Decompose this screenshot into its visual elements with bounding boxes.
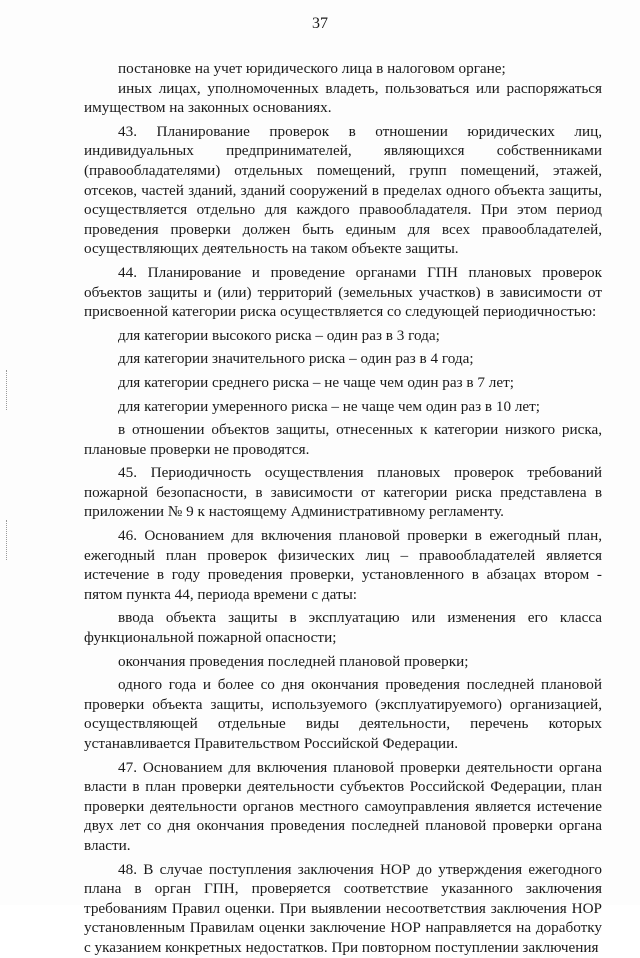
list-item-significant-risk: для категории значительного риска – один раз в 4 года; — [118, 350, 474, 368]
document-body — [84, 59, 602, 958]
paragraph-44: 44. Планирование и проведение органами ГПН плановых проверок объектов защиты и (или) территорий (земельных участков) в зависимости от присвоенной категории риска осуществляется со следующей периодичностью: — [84, 263, 602, 321]
list-item-low-risk: в отношении объектов защиты, отнесенных к категории низкого риска, плановые проверки не проводятся. — [84, 421, 602, 458]
list-item-high-risk: для категории высокого риска – один раз в 3 года; — [118, 326, 440, 344]
paragraph-47: 47. Основанием для включения плановой проверки деятельности органа власти в план проверки деятельности субъектов Российской Федерации, план проверки деятельности органов местного самоуправления является истечение двух лет со дня окончания проведения последней плановой проверки органа власти. — [84, 758, 602, 854]
paragraph-48: 48. В случае поступления заключения НОР до утверждения ежегодного плана в орган ГПН, проверяется соответствие указанного заключения требованиям Правил оценки. При выявлении несоответствия заключения НОР установленным Правилам оценки заключение НОР направляется на доработку с указанием конкретных недостатков. При повторном поступлении заключения — [84, 860, 602, 956]
list-item-medium-risk: для категории среднего риска – не чаще чем один раз в 7 лет; — [118, 373, 514, 391]
paragraph-43: 43. Планирование проверок в отношении юридических лиц, индивидуальных предпринимателей, являющихся собственниками (правообладателями) отдельных помещений, групп помещений, этажей, отсеков, частей зданий, зданий сооружений в пределах одного объекта защиты, осуществляется отдельно для каждого правообладателя. При этом период проведения проверки должен быть единым для всех правообладателей, осуществляющих деятельность на таком объекте защиты. — [84, 122, 602, 258]
margin-mark — [6, 520, 15, 560]
paragraph-46: 46. Основанием для включения плановой проверки в ежегодный план, ежегодный план проверок физических лиц – правообладателей является истечение в году проведения проверки, установленного в абзацах втором - пятом пункта 44, периода времени с даты: — [84, 527, 602, 603]
paragraph-46-one-year: одного года и более со дня окончания проведения последней плановой проверки объекта защиты, используемого (эксплуатируемого) организацией, осуществляющей отдельные виды деятельности, перечень которых устанавливается Правительством Российской Федерации. — [84, 676, 602, 752]
list-item-moderate-risk: для категории умеренного риска – не чаще чем один раз в 10 лет; — [118, 397, 541, 415]
paragraph-registration: постановке на учет юридического лица в налоговом органе; — [118, 60, 506, 77]
paragraph-46-last-inspection: окончания проведения последней плановой проверки; — [118, 652, 469, 670]
paragraph-45: 45. Периодичность осуществления плановых проверок требований пожарной безопасности, в зависимости от категории риска представлена в приложении № 9 к настоящему Административному регламенту. — [84, 464, 602, 521]
paragraph-46-commissioning: ввода объекта защиты в эксплуатацию или изменения его класса функциональной пожарной опасности; — [84, 609, 602, 647]
paragraph-other-persons: иных лицах, уполномоченных владеть, пользоваться или распоряжаться имуществом на законных основаниях. — [84, 79, 602, 117]
margin-mark — [6, 370, 15, 410]
page-number: 37 — [312, 15, 328, 32]
